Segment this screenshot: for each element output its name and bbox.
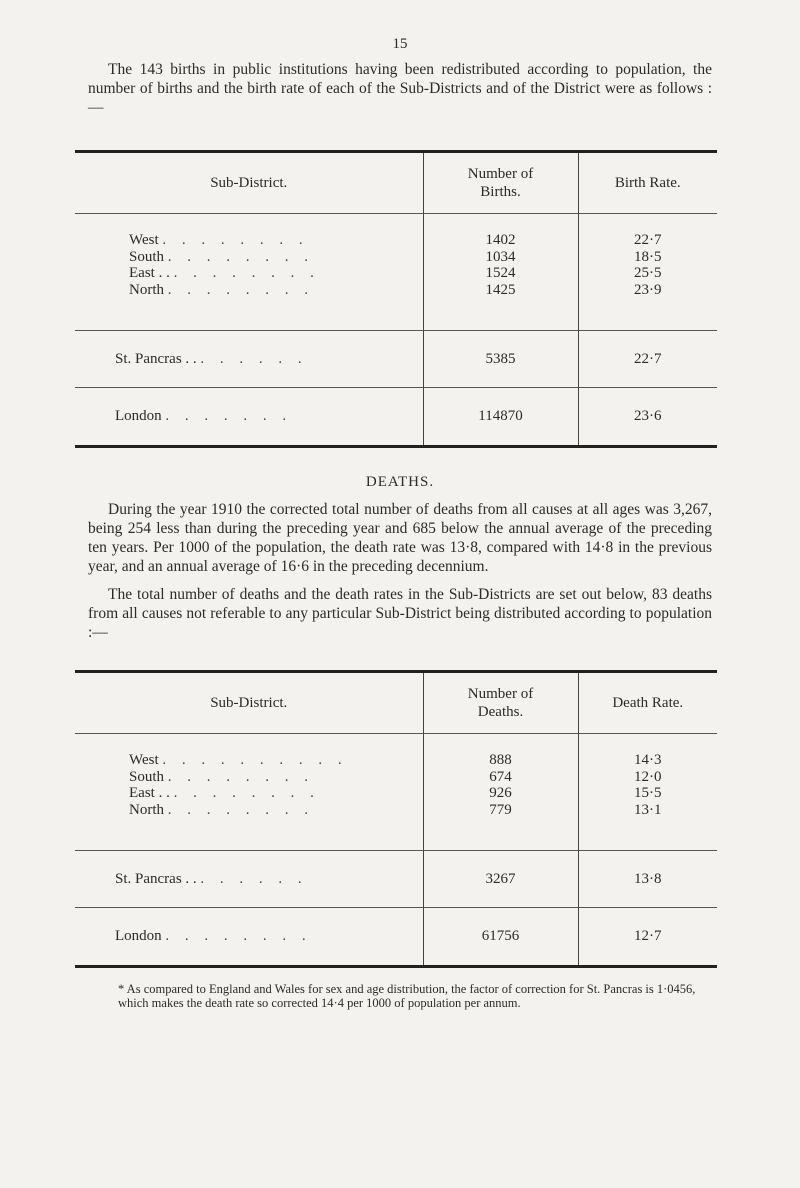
births-table [75, 150, 717, 448]
table-row [75, 785, 717, 802]
death-rate: 12·7 [578, 908, 717, 967]
table-row-district-total [75, 851, 717, 908]
births-number: 1402 [423, 214, 578, 249]
births-number: 1524 [423, 265, 578, 282]
birth-rate: 23·9 [578, 282, 717, 331]
table-row [75, 734, 717, 769]
deaths-table [75, 670, 717, 968]
table-row [75, 769, 717, 786]
deaths-number: 61756 [423, 908, 578, 967]
deaths-number: 674 [423, 769, 578, 786]
deaths-paragraph-2-text: The total number of deaths and the death rates in the Sub-Districts are set out below, 83 deaths from all causes not referable to any particular Sub-District being distributed according to population :— [88, 586, 712, 641]
births-header-subdistrict: Sub-District. [210, 175, 288, 191]
death-rate: 13·1 [578, 802, 717, 851]
row-label: West . . . . . . . . [129, 232, 309, 248]
death-rate: 15·5 [578, 785, 717, 802]
births-number: 5385 [423, 331, 578, 388]
table-row [75, 214, 717, 249]
births-header-row [75, 152, 717, 214]
footnote: * As compared to England and Wales for sex and age distribution, the factor of correction for St. Pancras is 1·0456, which makes the death rate so corrected 14·4 per 1000 of population per annum. [118, 982, 696, 1010]
births-header-rate: Birth Rate. [578, 152, 717, 214]
births-number: 114870 [423, 388, 578, 447]
row-label: North . . . . . . . . [129, 281, 314, 298]
deaths-paragraph-1 [88, 500, 712, 576]
row-label: London . . . . . . . [115, 408, 293, 425]
row-label: North . . . . . . . . [129, 801, 314, 818]
row-label: East . . . . . . . . . . [129, 785, 320, 801]
row-label: St. Pancras . . . . . . . . [115, 870, 308, 887]
birth-rate: 22·7 [578, 331, 717, 388]
deaths-paragraph-1-text: During the year 1910 the corrected total number of deaths from all causes at all ages was 3,267, being 254 less than during the preceding year and 685 below the annual average of the preceding ten years. Per 1000 of the population, the death rate was 13·8, compared with 14·8 in the previous year, and an annual average of 16·6 in the preceding decennium. [88, 501, 712, 575]
deaths-number: 926 [423, 785, 578, 802]
intro-paragraph [88, 60, 712, 117]
deaths-header-rate: Death Rate. [578, 672, 717, 734]
table-row [75, 249, 717, 266]
page-number: 15 [392, 36, 408, 52]
table-row [75, 265, 717, 282]
death-rate: 12·0 [578, 769, 717, 786]
birth-rate: 25·5 [578, 265, 717, 282]
birth-rate: 18·5 [578, 249, 717, 266]
row-label: West . . . . . . . . . . [129, 752, 348, 768]
births-number: 1425 [423, 282, 578, 331]
death-rate: 13·8 [578, 851, 717, 908]
births-header-number: Number of Births. [423, 152, 578, 214]
table-row [75, 802, 717, 851]
death-rate: 14·3 [578, 734, 717, 769]
table-row-london-total [75, 908, 717, 967]
birth-rate: 22·7 [578, 214, 717, 249]
table-row [75, 282, 717, 331]
deaths-header-subdistrict: Sub-District. [210, 695, 288, 711]
deaths-number: 779 [423, 802, 578, 851]
row-label: London . . . . . . . . [115, 928, 312, 945]
row-label: South . . . . . . . . [129, 768, 315, 785]
deaths-paragraph-2 [88, 585, 712, 642]
table-row-london-total [75, 388, 717, 447]
row-label: St. Pancras . . . . . . . . [115, 350, 308, 367]
deaths-header-row [75, 672, 717, 734]
birth-rate: 23·6 [578, 388, 717, 447]
row-label: South . . . . . . . . [129, 248, 315, 265]
table-row-district-total [75, 331, 717, 388]
deaths-heading: DEATHS. [365, 474, 435, 490]
births-number: 1034 [423, 249, 578, 266]
deaths-number: 3267 [423, 851, 578, 908]
intro-text: The 143 births in public institutions having been redistributed according to population, the number of births and the birth rate of each of the Sub-Districts and of the District were as follows :— [88, 61, 712, 116]
row-label: East . . . . . . . . . . [129, 265, 320, 281]
deaths-header-number: Number of Deaths. [423, 672, 578, 734]
deaths-number: 888 [423, 734, 578, 769]
